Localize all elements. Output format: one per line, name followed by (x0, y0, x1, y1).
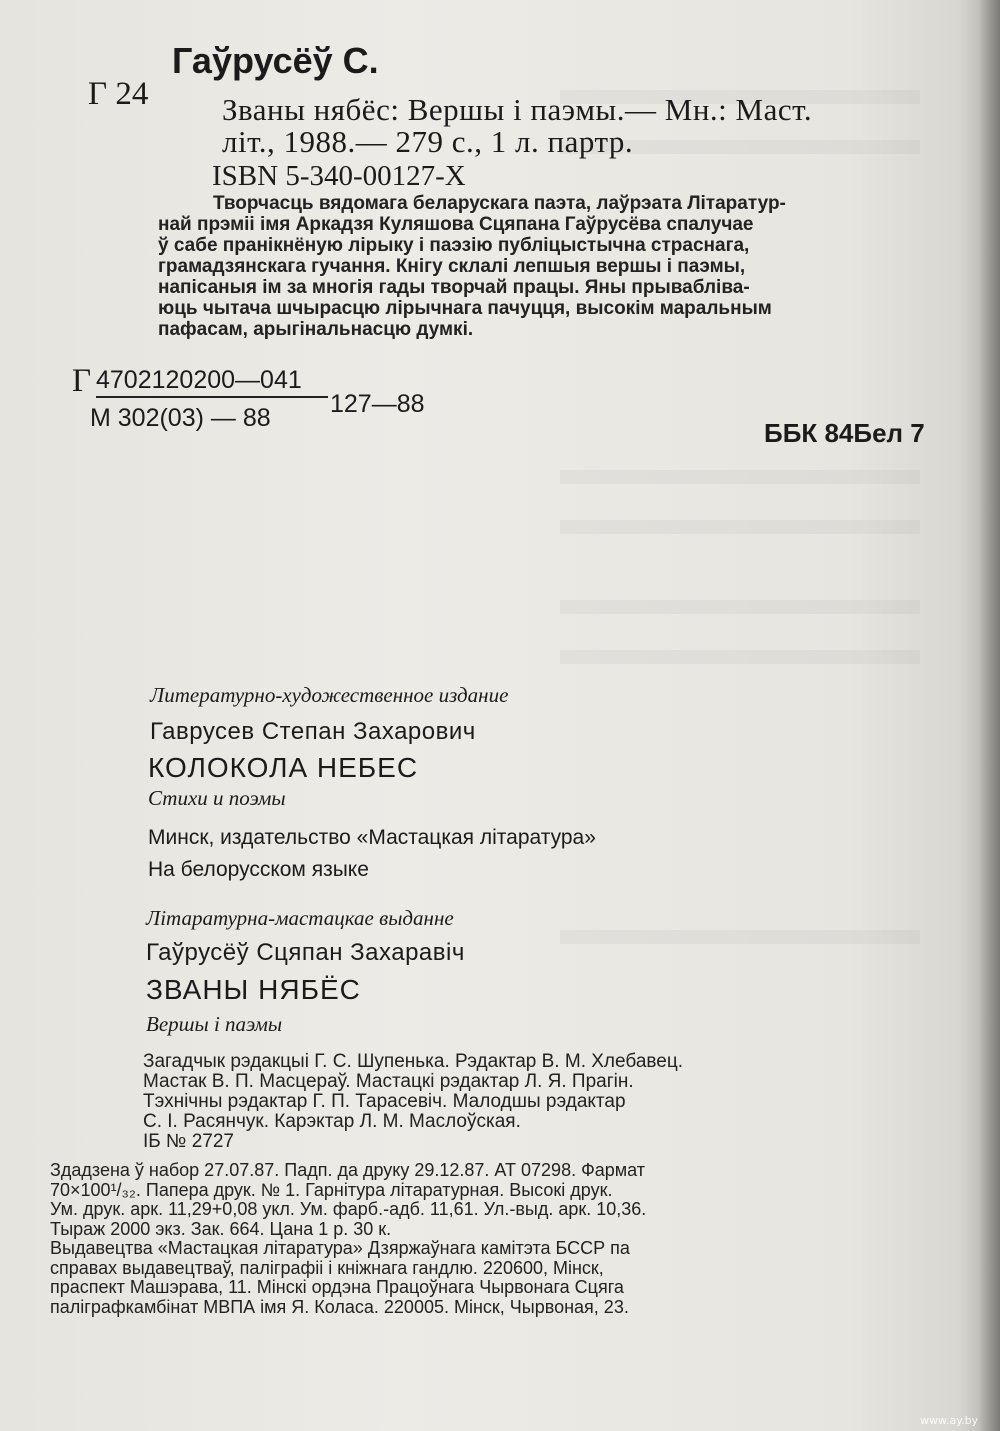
bbk-code: ББК 84Бел 7 (764, 418, 925, 448)
code-suffix: 127—88 (330, 390, 425, 418)
ru-author: Гаврусев Степан Захарович (150, 718, 476, 745)
code-denominator: М 302(03) — 88 (90, 404, 271, 432)
classification-code: Г 24 (88, 76, 149, 112)
credits (143, 1052, 683, 1152)
be-edition-type: Літаратурна-мастацкае выданне (146, 906, 454, 930)
imprint (50, 1161, 646, 1317)
bleed-through-shadow (560, 600, 920, 614)
abstract-line: най прэміі імя Аркадзя Куляшова Сцяпана Гаўрусёва спалучае (158, 214, 754, 235)
abstract-line: пафасам, арыгінальнасцю думкі. (158, 319, 474, 340)
watermark: www.ay.by (920, 1414, 979, 1427)
ru-publisher-line: Минск, издательство «Мастацкая літаратура» (148, 826, 596, 849)
credits-line: ІБ № 2727 (143, 1131, 234, 1152)
bibliographic-line-2: літ., 1988.— 279 с., 1 л. партр. (222, 124, 634, 159)
be-author: Гаўрусёў Сцяпан Захаравіч (146, 939, 465, 966)
bleed-through-shadow (560, 930, 920, 944)
credits-line: Тэхнічны рэдактар Г. П. Тарасевіч. Малодшы рэдактар (143, 1091, 626, 1112)
ru-language-line: На белорусском языке (148, 858, 369, 881)
abstract-line: Творчасць вядомага беларускага паэта, лаўрэата Літаратур- (213, 193, 786, 214)
fraction-rule (96, 396, 328, 398)
ru-title: КОЛОКОЛА НЕБЕС (148, 752, 419, 783)
bibliographic-line-1: Званы нябёс: Вершы і паэмы.— Мн.: Маст. (222, 92, 813, 127)
code-numerator: 4702120200—041 (96, 366, 302, 394)
imprint-line: Тыраж 2000 экз. Зак. 664. Цана 1 р. 30 к. (50, 1218, 392, 1239)
imprint-line: Ум. друк. арк. 11,29+0,08 укл. Ум. фарб.-адб. 11,61. Ул.-выд. арк. 10,36. (50, 1199, 647, 1219)
bleed-through-shadow (560, 650, 920, 664)
be-subtitle: Вершы і паэмы (146, 1012, 283, 1036)
credits-line: С. І. Расянчук. Карэктар Л. М. Маслоўская. (143, 1111, 521, 1132)
imprint-line: паліграфкамбінат МВПА імя Я. Коласа. 220005. Мінск, Чырвоная, 23. (50, 1296, 629, 1317)
abstract-line: ў сабе пранікнёную лірыку і паэзію публіцыстычна страснага, (158, 235, 750, 256)
imprint-line: праспект Машэрава, 11. Мінскі ордэна Працоўнага Чырвонага Сцяга (50, 1277, 624, 1297)
imprint-line: 70×100¹/₃₂. Папера друк. № 1. Гарнітура літаратурная. Высокі друк. (50, 1179, 613, 1200)
abstract-line: юць чытача шчырасцю лірычнага пачуцця, высокім маральным (158, 298, 772, 319)
credits-line: Мастак В. П. Масцераў. Мастацкі рэдактар Л. Я. Прагін. (143, 1071, 634, 1092)
imprint-line: Здадзена ў набор 27.07.87. Падп. да друку 29.12.87. АТ 07298. Фармат (50, 1160, 646, 1180)
ru-edition-type: Литературно-художественное издание (150, 683, 509, 707)
credits-line: Загадчык рэдакцыі Г. С. Шупенька. Рэдактар В. М. Хлебавец. (143, 1051, 683, 1072)
bleed-through-shadow (560, 520, 920, 534)
code-letter: Г (72, 363, 92, 399)
bleed-through-shadow (560, 470, 920, 484)
isbn: ISBN 5-340-00127-X (212, 160, 466, 192)
abstract-line: напісаныя ім за многія гады творчай працы. Яны прываблiва- (158, 277, 750, 298)
be-title: ЗВАНЫ НЯБЁС (146, 974, 361, 1005)
abstract-line: грамадзянскага гучання. Кнігу склалі лепшыя вершы і паэмы, (158, 256, 746, 277)
abstract (158, 193, 948, 340)
imprint-line: Выдавецтва «Мастацкая літаратура» Дзяржаўнага камітэта БССР па (50, 1238, 630, 1258)
author-heading: Гаўрусёў С. (172, 40, 379, 81)
imprint-line: справах выдавецтваў, паліграфіі і кніжнага гандлю. 220600, Мінск, (50, 1257, 604, 1278)
ru-subtitle: Стихи и поэмы (148, 786, 286, 810)
page-edge-shadow (978, 0, 1000, 1431)
